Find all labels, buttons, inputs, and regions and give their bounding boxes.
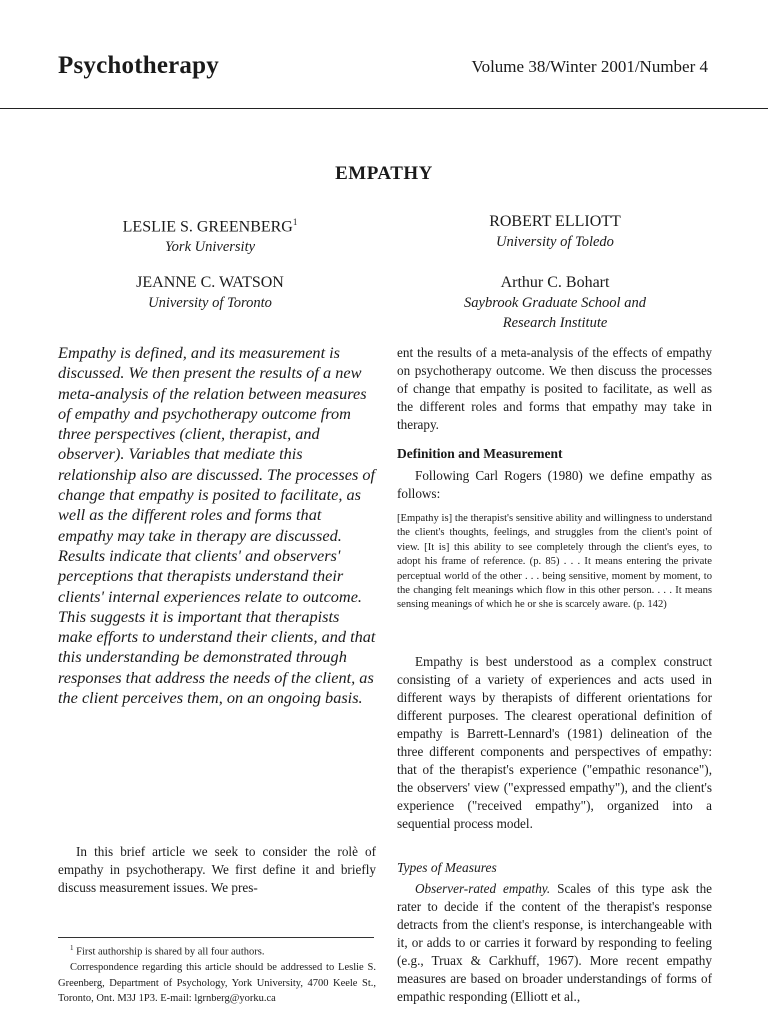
header-rule [0,108,768,109]
journal-title: Psychotherapy [58,52,219,79]
article-title: EMPATHY [335,163,433,184]
observer-paragraph [397,880,712,1006]
author-elliott [390,212,720,252]
author-name: LESLIE S. GREENBERG$^1$ [122,217,298,236]
footnote-correspondence: Correspondence regarding this article should be addressed to Leslie S. Greenberg, Department of Psychology, York University, 4700 Keele St., Toronto, Ont. M3J 1P3. E-mail: lgrnberg@yorku.ca [58,962,376,1004]
observer-text: Scales of this type ask the rater to decide if the content of the therapist's response detracts from the client's response, is interchangeable with it, or adds to or carries it forward by responding to feeling (e.g., Truax & Carkhuff, 1967). More recent empathy measures are based on broader understandings of forms of empathic responding (Elliott et al., [397,881,713,1004]
footnote-rule [58,937,374,938]
footnote-1: $^1$ First authorship is shared by all four authors. [70,944,265,958]
author-affiliation: University of Toronto [148,295,272,311]
intro-paragraph: In this brief article we seek to consider the rolè of empathy in psychotherapy. We first define it and briefly discuss measurement issues. We pres- [58,844,376,895]
author-name: ROBERT ELLIOTT [489,213,621,230]
continuation-paragraph: ent the results of a meta-analysis of the effects of empathy on psychotherapy outcome. We then discuss the processes of change that empathy is posited to facilitate, as well as the different roles and forms that empathy may take in therapy. [397,345,712,432]
footnote-marker: 1 [292,217,298,227]
author-bohart [390,273,720,333]
author-name: Arthur C. Bohart [500,274,610,291]
author-name: JEANNE C. WATSON [136,274,284,291]
author-affiliation: University of Toledo [496,234,614,250]
run-in-heading: Observer-rated empathy. [415,881,551,896]
author-affiliation: Research Institute [502,315,608,331]
subsection-heading: Types of Measures [397,860,497,875]
author-watson [45,273,375,313]
footnotes [58,941,376,1007]
author-greenberg [45,212,375,257]
block-quote: [Empathy is] the therapist's sensitive ability and willingness to understand the client's thoughts, feelings, and struggles from the client's point of view. [It is] this ability to see completely through the client's eyes, to adopt his frame of reference. (p. 85) . . . It means entering the private perceptual world of the other . . . being sensitive, moment by moment, to the changing felt meanings which flow in this other person. . . . It means sensing meanings of which he or she is scarcely aware. (p. 142) [397,513,712,611]
abstract: Empathy is defined, and its measurement is discussed. We then present the results of a new meta-analysis of the relation between measures of empathy and psychotherapy outcome from three perspectives (client, therapist, and observer). Variables that mediate this relationship also are discussed. The processes of change that empathy is posited to facilitate, as well as the different roles and forms that empathy may take in therapy are discussed. Results indicate that clients' and observers' perceptions that therapists understand their clients' internal experiences relate to outcome. This suggests it is important that therapists make efforts to understand their clients, and that this understanding be demonstrated through responses that address the needs of the client, as the client perceives them, on an ongoing basis. [58,343,376,708]
definition-intro: Following Carl Rogers (1980) we define empathy as follows: [397,468,712,501]
author-affiliation: Saybrook Graduate School and [464,295,646,311]
volume-info: Volume 38/Winter 2001/Number 4 [471,57,708,76]
footnote-marker: 1 [70,944,74,952]
body-paragraph: Empathy is best understood as a complex construct consisting of a variety of experiences and acts used in different ways by therapists of different orientations for different purposes. The clearest operational definition of empathy is Barrett-Lennard's (1981) delineation of the three different components and perspectives of empathy: that of the therapist's experience ("empathic resonance"), the observers' view ("expressed empathy"), and the client's experience ("received empathy"), organized into a sequential process model. [397,654,712,831]
author-affiliation: York University [164,239,256,256]
section-heading: Definition and Measurement [397,446,563,461]
